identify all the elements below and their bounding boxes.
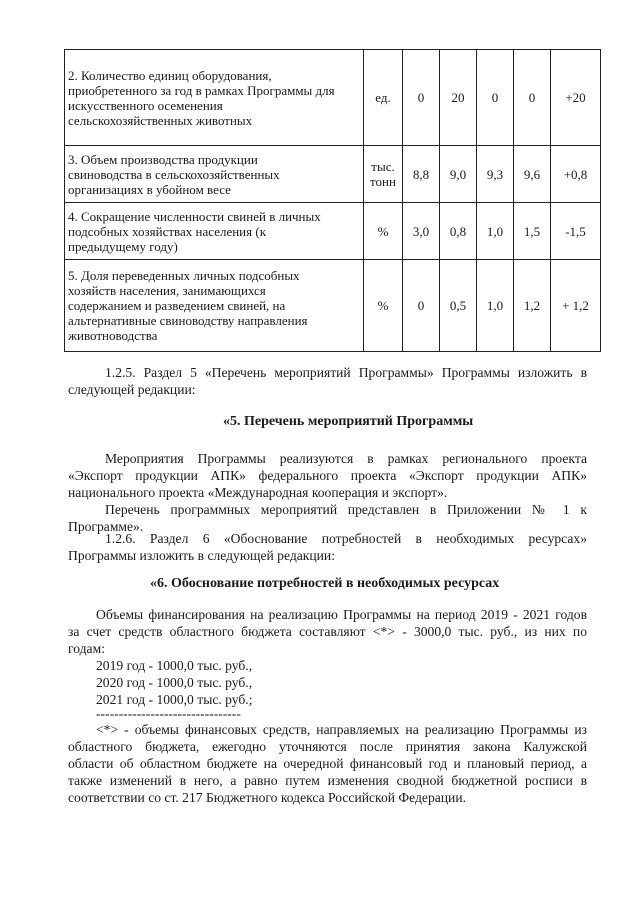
paragraph-events	[68, 450, 587, 501]
text-line: 1.2.6. Раздел 6 «Обоснование потребностей в необходимых ресурсах»	[105, 531, 587, 546]
value-cell: 0,5	[440, 260, 477, 352]
text-line: Программе».	[68, 519, 144, 534]
unit-cell: ед.	[364, 50, 403, 146]
footnote-separator: --------------------------------	[96, 706, 241, 721]
text-line: 5. Доля переведенных личных подсобных	[68, 268, 300, 283]
change-cell: + 1,2	[551, 260, 601, 352]
text-line: области об областном бюджете на очередной финансовый год и плановый период, а	[68, 756, 587, 771]
value-cell: 1,5	[514, 203, 551, 260]
value-cell: 1,0	[477, 203, 514, 260]
unit-cell	[364, 146, 403, 203]
value-cell: 1,0	[477, 260, 514, 352]
change-cell: +0,8	[551, 146, 601, 203]
indicator-name	[65, 260, 364, 352]
value-cell: 9,3	[477, 146, 514, 203]
value-cell: 20	[440, 50, 477, 146]
text-line: тонн	[370, 174, 396, 189]
change-cell: +20	[551, 50, 601, 146]
indicator-name	[65, 203, 364, 260]
indicator-name	[65, 146, 364, 203]
text-line: организациях в убойном весе	[68, 181, 231, 197]
text-line: «Экспорт продукции АПК» федерального проекта «Экспорт продукции АПК»	[68, 468, 587, 483]
text-line: альтернативные свиноводству направления	[68, 313, 308, 328]
text-line: национального проекта «Международная кооперация и экспорт».	[68, 485, 448, 500]
table-row	[65, 146, 601, 203]
value-cell: 0	[477, 50, 514, 146]
text-line: соответствии со ст. 217 Бюджетного кодекса Российской Федерации.	[68, 790, 467, 805]
indicators-table	[64, 49, 601, 352]
text-line: областного бюджета, ежегодно уточняются после принятия закона Калужской	[68, 739, 587, 754]
text-line: содержанием и разведением свиней, на	[68, 298, 286, 313]
text-line: тыс.	[371, 159, 395, 174]
table-row	[65, 203, 601, 260]
text-line: 4. Сокращение численности свиней в личных	[68, 208, 321, 224]
text-line: хозяйств населения, занимающихся	[68, 283, 266, 298]
text-line: <*> - объемы финансовых средств, направляемых на реализацию Программы из	[96, 722, 587, 737]
text-line: Объемы финансирования на реализацию Программы на период 2019 - 2021 годов	[96, 607, 587, 622]
text-line: приобретенного за год в рамках Программы для	[68, 82, 335, 98]
year-line: 2020 год - 1000,0 тыс. руб.,	[96, 675, 253, 690]
text-line: Перечень программных мероприятий представлен в Приложении № 1 к	[105, 502, 587, 517]
text-line: 3. Объем производства продукции	[68, 151, 258, 167]
unit-cell: %	[364, 260, 403, 352]
text-line: искусственного осеменения	[68, 97, 223, 113]
text-line: Мероприятия Программы реализуются в рамках регионального проекта	[105, 451, 587, 466]
text-line: животноводства	[68, 328, 158, 343]
text-line: подсобных хозяйствах населения (к	[68, 223, 267, 239]
value-cell: 3,0	[403, 203, 440, 260]
text-line: свиноводства в сельскохозяйственных	[68, 166, 280, 182]
text-line: также изменений в него, а равно путем изменения сводной бюджетной росписи в	[68, 773, 587, 788]
value-cell: 8,8	[403, 146, 440, 203]
section-5-heading: «5. Перечень мероприятий Программы	[223, 414, 474, 429]
change-cell: -1,5	[551, 203, 601, 260]
section-6-heading: «6. Обоснование потребностей в необходимых ресурсах	[150, 576, 500, 591]
text-line: годам:	[68, 641, 105, 656]
footnote	[68, 721, 587, 806]
text-line: следующей редакции:	[68, 382, 196, 397]
value-cell: 1,2	[514, 260, 551, 352]
value-cell: 0,8	[440, 203, 477, 260]
value-cell: 9,6	[514, 146, 551, 203]
text-line: Программы изложить в следующей редакции:	[68, 548, 335, 563]
indicator-name	[65, 50, 364, 146]
paragraph-1-2-6	[68, 530, 587, 564]
table-row	[65, 260, 601, 352]
paragraph-1-2-5	[68, 364, 587, 398]
text-line: 2. Количество единиц оборудования,	[68, 67, 272, 83]
text-line: за счет средств областного бюджета составляют <*> - 3000,0 тыс. руб., из них по	[68, 624, 587, 639]
year-line: 2021 год - 1000,0 тыс. руб.;	[96, 692, 253, 707]
paragraph-funding	[68, 606, 587, 657]
unit-cell: %	[364, 203, 403, 260]
table-row	[65, 50, 601, 146]
value-cell: 0	[514, 50, 551, 146]
year-line: 2019 год - 1000,0 тыс. руб.,	[96, 658, 253, 673]
text-line: предыдущему году)	[68, 238, 178, 254]
value-cell: 9,0	[440, 146, 477, 203]
text-line: сельскохозяйственных животных	[68, 112, 253, 128]
value-cell: 0	[403, 50, 440, 146]
value-cell: 0	[403, 260, 440, 352]
text-line: 1.2.5. Раздел 5 «Перечень мероприятий Программы» Программы изложить в	[105, 365, 587, 380]
